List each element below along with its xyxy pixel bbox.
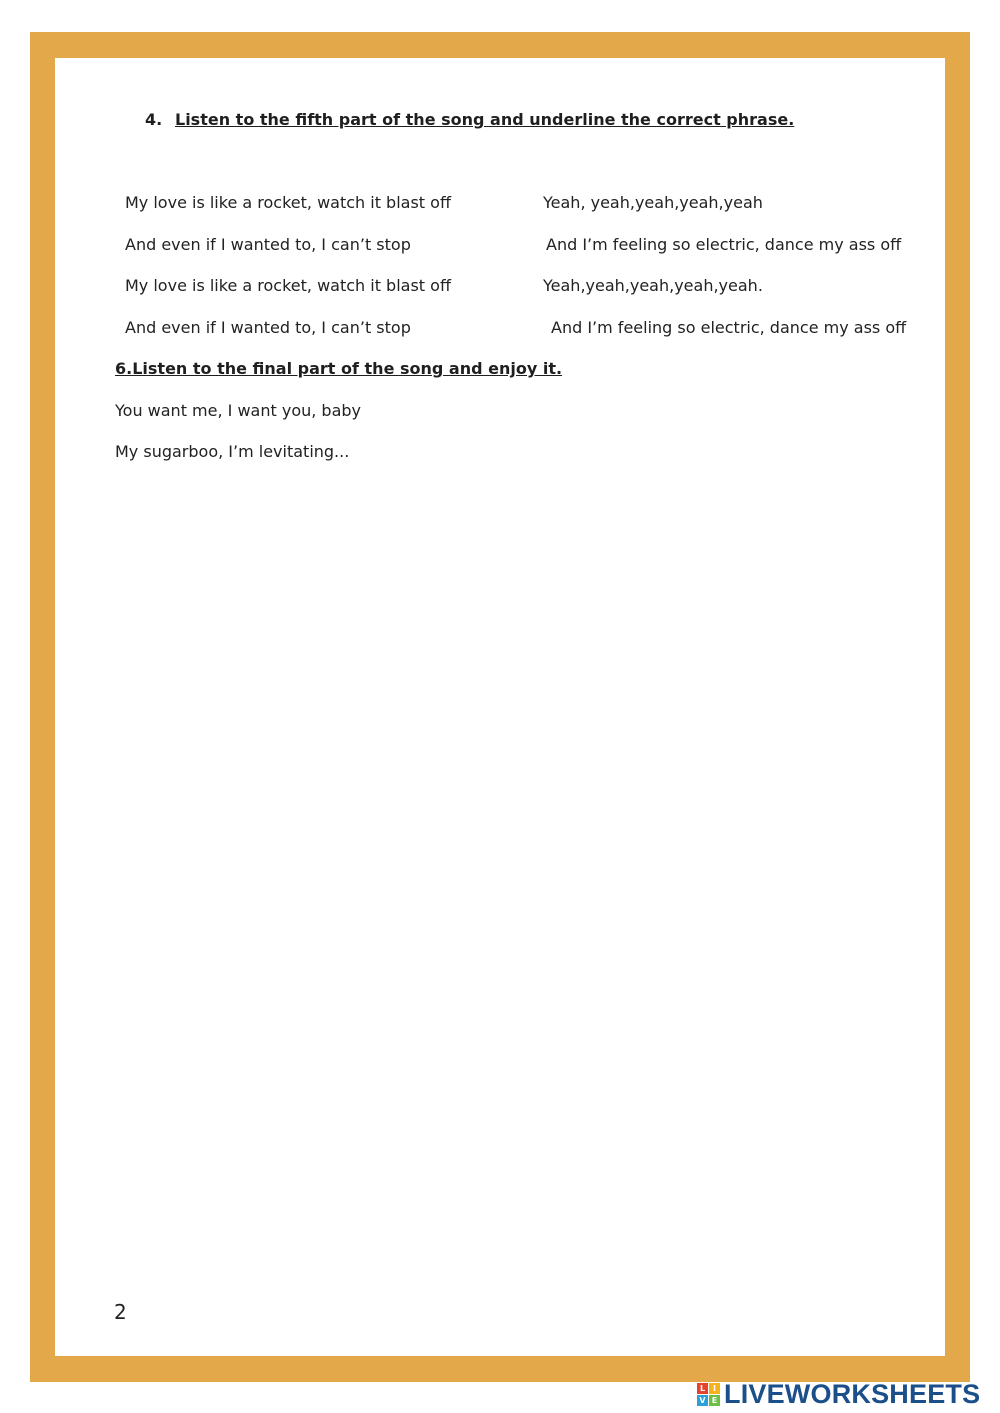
lyric-right-3: Yeah,yeah,yeah,yeah,yeah. — [543, 276, 763, 295]
section-6-title: 6.Listen to the final part of the song and enjoy it. — [115, 359, 563, 378]
lyric-left-2: And even if I wanted to, I can’t stop — [125, 235, 411, 254]
section-6-heading — [115, 359, 562, 378]
final-lyric-1: You want me, I want you, baby — [115, 401, 362, 420]
section-4-title: Listen to the fifth part of the song and underline the correct phrase. — [175, 110, 795, 129]
page-number: 2 — [114, 1300, 127, 1324]
lyric-left-3: My love is like a rocket, watch it blast off — [125, 276, 451, 295]
section-4-number: 4. — [145, 110, 163, 129]
lyric-right-2: And I’m feeling so electric, dance my ass off — [546, 235, 902, 254]
section-4-heading — [145, 110, 794, 129]
logo-tile-e: E — [709, 1395, 720, 1406]
logo-tile-v: V — [697, 1395, 708, 1406]
lyric-left-1: My love is like a rocket, watch it blast off — [125, 193, 451, 212]
lyric-right-1: Yeah, yeah,yeah,yeah,yeah — [543, 193, 763, 212]
lyric-left-4: And even if I wanted to, I can’t stop — [125, 318, 411, 337]
logo-tile-i: I — [709, 1383, 720, 1394]
liveworksheets-logo-icon — [697, 1383, 720, 1406]
final-lyric-2: My sugarboo, I’m levitating... — [115, 442, 350, 461]
liveworksheets-logo-text: LIVEWORKSHEETS — [724, 1378, 981, 1409]
lyric-right-4: And I’m feeling so electric, dance my ass off — [551, 318, 907, 337]
logo-tile-l: L — [697, 1383, 708, 1394]
liveworksheets-logo — [697, 1378, 980, 1410]
